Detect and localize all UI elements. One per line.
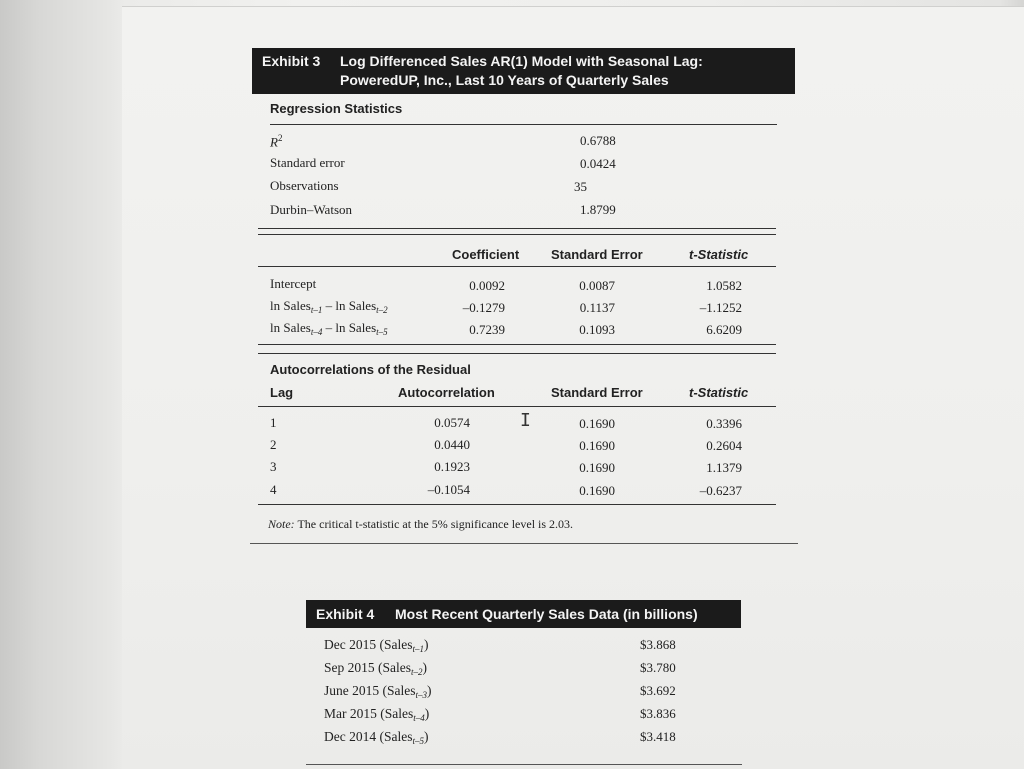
divider (258, 228, 776, 229)
divider (258, 234, 776, 235)
t-value: –0.6237 (699, 483, 742, 498)
stat-label-r2: $R^2$ (270, 133, 283, 150)
se-value: 0.1690 (579, 438, 615, 453)
lag-value: 4 (270, 482, 277, 497)
column-header-standard-error: Standard Error (551, 385, 643, 400)
stat-value: 35 (574, 179, 587, 194)
sales-row-value: $3.418 (640, 729, 676, 744)
divider (258, 406, 776, 407)
se-value: 0.1137 (579, 300, 615, 315)
t-value: 0.2604 (706, 438, 742, 453)
se-value: 0.0087 (579, 278, 615, 293)
exhibit3-header (252, 48, 795, 94)
column-header-coefficient: Coefficient (452, 247, 520, 262)
divider (258, 504, 776, 505)
sales-row-label: Mar 2015 (Sales$_{t-4}$) (324, 706, 430, 723)
sales-row-value: $3.692 (640, 683, 676, 698)
lag-value: 3 (270, 459, 277, 474)
coef-value: –0.1279 (462, 300, 505, 315)
exhibit4-label: Exhibit 4 (316, 606, 375, 622)
t-value: 6.6209 (706, 322, 742, 337)
exhibit4-title: Most Recent Quarterly Sales Data (in billions) (395, 606, 698, 622)
divider (270, 124, 777, 125)
exhibit3-title-line1: Log Differenced Sales AR(1) Model with Seasonal Lag: (340, 53, 703, 69)
sales-row-label: Dec 2015 (Sales$_{t-1}$) (324, 637, 429, 654)
stat-value: 0.0424 (580, 156, 616, 171)
sales-row-label: Sep 2015 (Sales$_{t-2}$) (324, 660, 428, 677)
column-header-t-statistic: t-Statistic (689, 385, 749, 400)
column-header-lag: Lag (270, 385, 294, 400)
autocorrelation-value: 0.1923 (434, 459, 470, 474)
coef-row-label: ln Sales$_{t-1}$ – ln Sales$_{t-2}$ (270, 298, 388, 315)
divider (258, 353, 776, 354)
autocorrelation-value: 0.0574 (434, 415, 470, 430)
t-value: 0.3396 (706, 416, 742, 431)
se-value: 0.1093 (579, 322, 615, 337)
sales-row-value: $3.836 (640, 706, 676, 721)
stat-value-r2: 0.6788 (580, 133, 616, 148)
coef-row-label: ln Sales$_{t-4}$ – ln Sales$_{t-5}$ (270, 320, 388, 337)
t-value: 1.1379 (706, 460, 742, 475)
divider (258, 344, 776, 345)
sales-row-label: June 2015 (Sales$_{t-3}$) (324, 683, 432, 700)
stat-label: Standard error (270, 155, 345, 170)
sales-row-value: $3.868 (640, 637, 676, 652)
sales-row-label: Dec 2014 (Sales$_{t-5}$) (324, 729, 429, 746)
se-value: 0.1690 (579, 416, 615, 431)
coef-row-label: Intercept (270, 276, 317, 291)
t-value: –1.1252 (699, 300, 742, 315)
autocorrelations-heading: Autocorrelations of the Residual (270, 362, 471, 377)
sales-row-value: $3.780 (640, 660, 676, 675)
lag-value: 2 (270, 437, 277, 452)
text-cursor-icon: I (520, 410, 531, 431)
coef-value: 0.0092 (469, 278, 505, 293)
column-header-t-statistic: t-Statistic (689, 247, 749, 262)
exhibit3-note: Note: The critical t-statistic at the 5% significance level is 2.03. (268, 517, 574, 531)
stat-label: Observations (270, 178, 339, 193)
stat-value: 1.8799 (580, 202, 616, 217)
column-header-autocorrelation: Autocorrelation (398, 385, 495, 400)
se-value: 0.1690 (579, 483, 615, 498)
stat-label: Durbin–Watson (270, 202, 352, 217)
exhibit3-label: Exhibit 3 (262, 53, 321, 69)
autocorrelation-value: 0.0440 (434, 437, 470, 452)
se-value: 0.1690 (579, 460, 615, 475)
exhibit4-header (306, 600, 741, 628)
divider (250, 543, 798, 544)
exhibit3-title-line2: PoweredUP, Inc., Last 10 Years of Quarterly Sales (340, 72, 669, 88)
divider (306, 764, 742, 765)
autocorrelation-value: –0.1054 (427, 482, 470, 497)
coef-value: 0.7239 (469, 322, 505, 337)
t-value: 1.0582 (706, 278, 742, 293)
lag-value: 1 (270, 415, 277, 430)
regression-statistics-heading: Regression Statistics (270, 101, 403, 116)
column-header-standard-error: Standard Error (551, 247, 643, 262)
divider (258, 266, 776, 267)
